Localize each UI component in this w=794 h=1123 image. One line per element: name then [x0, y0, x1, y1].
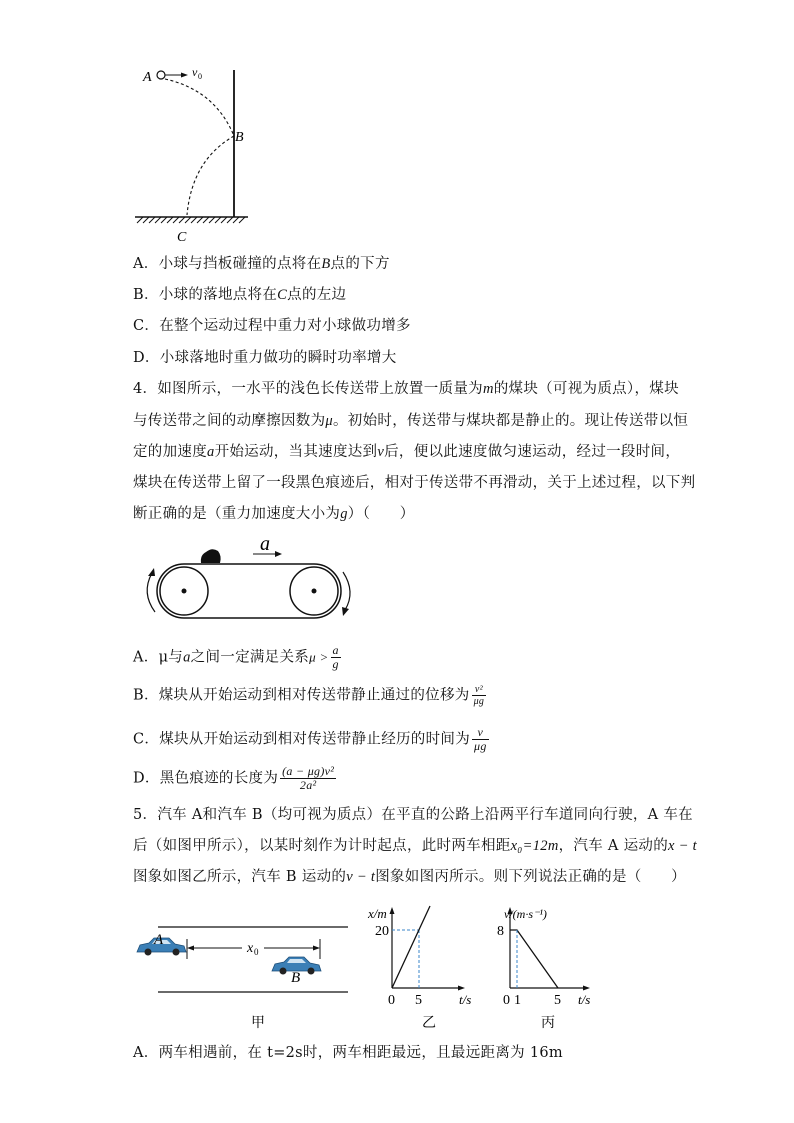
fraction-v2-over-mug: $\frac{\text{v²}}{\mu g}$	[473, 684, 485, 707]
q4-stem-line1: 4．如图所示，一水平的浅色长传送带上放置一质量为m的煤块（可视为质点），煤块	[133, 381, 679, 397]
q5-stem-line2: 后（如图甲所示），以某时刻作为计时起点，此时两车相距x₀=12m，汽车 A 运动的x − t	[133, 838, 697, 854]
conveyor-belt-figure	[138, 530, 358, 625]
projectile-wall-figure	[130, 60, 260, 245]
q4-stem-line4: 煤块在传送带上留了一段黑色痕迹后，相对于传送带不再滑动，关于上述过程，以下判	[133, 475, 696, 491]
q4-stem-line5: 断正确的是（重力加速度大小为g）（ ）	[133, 506, 415, 522]
bing-x-axis-arrow	[583, 986, 590, 991]
yi-xtick-5: 5	[415, 993, 422, 1008]
q3-option-b: B．小球的落地点将在C点的左边	[133, 287, 347, 303]
yi-x-axis-arrow	[458, 986, 465, 991]
velocity-arrowhead	[181, 73, 188, 78]
bing-vt-line	[510, 930, 558, 988]
car-b-label: B	[291, 970, 301, 986]
ground-hatch	[137, 217, 245, 223]
coal-block	[201, 549, 221, 563]
bing-ylabel: v/(m·s⁻¹)	[504, 907, 547, 921]
right-rotation-arrowhead	[342, 607, 349, 616]
bing-origin: 0	[503, 993, 510, 1008]
label-v0-sub: 0	[198, 72, 202, 81]
bing-ytick-8: 8	[497, 924, 504, 939]
q3-option-a: A．小球与挡板碰撞的点将在B点的下方	[133, 256, 390, 272]
label-A: A	[143, 70, 152, 85]
label-C: C	[177, 230, 187, 245]
q4-stem-line3: 定的加速度a开始运动，当其速度达到v后，便以此速度做匀速运动，经过一段时间，	[133, 444, 681, 460]
q5-stem-line1: 5．汽车 A和汽车 B（均可视为质点）在平直的公路上沿两平行车道同向行驶，A 车在	[133, 807, 693, 823]
figure-jia-road	[132, 915, 354, 1030]
label-B: B	[235, 130, 244, 145]
yi-ylabel: x/m	[368, 906, 387, 921]
bing-xlabel: t/s	[578, 992, 591, 1007]
q3-option-d: D．小球落地时重力做功的瞬时功率增大	[133, 350, 397, 366]
ball	[157, 71, 165, 79]
q3-option-c: C．在整个运动过程中重力对小球做功增多	[133, 318, 411, 334]
figure-yi-xt-graph	[362, 900, 486, 1032]
fraction-trace-length: $\frac{\text{(a − μg)v²}}{\text{2a²}}$	[282, 764, 335, 792]
trajectory-1	[165, 79, 234, 136]
x0-subscript: 0	[254, 947, 259, 957]
left-rotation-arrow	[147, 573, 155, 612]
x0-label: x	[247, 941, 254, 956]
yi-xt-line	[392, 906, 430, 988]
yi-y-axis-arrow	[390, 907, 395, 914]
right-roller-axle	[312, 589, 317, 594]
right-rotation-arrow	[343, 572, 350, 610]
q4-option-b: B．煤块从开始运动到相对传送带静止通过的位移为 $\frac{\text{v²}}{\mu g}$	[133, 684, 485, 707]
trajectory-2	[187, 136, 234, 215]
q5-option-a: A．两车相遇前，在 t=2s时，两车相距最远，且最远距离为 16m	[133, 1045, 563, 1061]
yi-xlabel: t/s	[459, 992, 472, 1007]
q5-stem-line3: 图象如图乙所示，汽车 B 运动的v − t图象如图丙所示。则下列说法正确的是（ ）	[133, 869, 686, 885]
fraction-v-over-mug: $\frac{v}{\mu g}$	[474, 725, 487, 753]
acceleration-arrowhead	[275, 551, 282, 557]
figure-bing-vt-graph	[490, 900, 614, 1032]
left-roller-axle	[182, 589, 187, 594]
yi-origin: 0	[388, 993, 395, 1008]
label-v0: v	[192, 65, 198, 79]
q4-stem-line2: 与传送带之间的动摩擦因数为μ。初始时，传送带与煤块都是静止的。现让传送带以恒	[133, 413, 689, 429]
q4-option-d: D．黑色痕迹的长度为 $\frac{\text{(a − μg)v²}}{\text{2a²}}$	[133, 764, 335, 792]
car-a-label: A	[154, 932, 164, 948]
caption-jia: 甲	[251, 1016, 265, 1030]
yi-ytick-20: 20	[375, 924, 389, 939]
bing-xtick-1: 1	[514, 993, 521, 1008]
q4-option-c: C．煤块从开始运动到相对传送带静止经历的时间为 $\frac{v}{\mu g}$	[133, 725, 487, 753]
fraction-a-over-g: $\frac{a}{g}$	[332, 643, 339, 671]
caption-bing: 丙	[541, 1016, 555, 1031]
caption-yi: 乙	[422, 1016, 436, 1031]
left-rotation-arrowhead	[148, 568, 155, 576]
distance-arrow-left	[187, 946, 194, 951]
q4-option-a: A．μ与a之间一定满足关系μ > $\frac{a}{g}$	[133, 643, 339, 671]
bing-xtick-5: 5	[554, 993, 561, 1008]
acceleration-label: a	[260, 533, 270, 555]
distance-arrow-right	[313, 946, 320, 951]
